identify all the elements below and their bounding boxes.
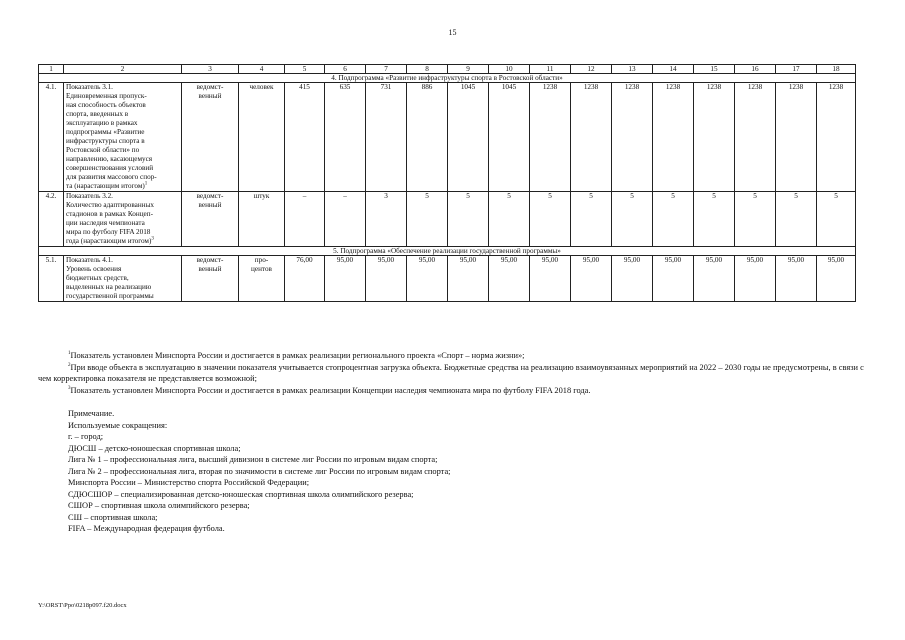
year-value: 5 [612,192,653,247]
year-value: 5 [530,192,571,247]
column-number: 6 [325,65,366,74]
year-value: 95,00 [530,256,571,302]
column-number: 7 [366,65,407,74]
row-number: 4.2. [39,192,64,247]
notes-title: Примечание. [68,409,115,418]
page-number: 15 [448,28,457,37]
footnote-mark: 1 [144,181,148,187]
column-number: 11 [530,65,571,74]
year-value: 95,00 [448,256,489,302]
column-number: 10 [489,65,530,74]
year-value: 5 [407,192,448,247]
section-row [39,247,856,256]
year-value: 1238 [653,83,694,192]
year-value: 1238 [571,83,612,192]
section-row [39,74,856,83]
section-title: 5. Подпрограмма «Обеспечение реализации государственной программы» [39,247,856,256]
year-value: 95,00 [653,256,694,302]
year-value: 95,00 [325,256,366,302]
year-value: 886 [407,83,448,192]
abbreviation-item: СДЮСШОР – специализированная детско-юношеская спортивная школа олимпийского резерва; [68,489,414,499]
notes-subtitle: Используемые сокращения: [68,420,168,430]
column-number: 3 [182,65,239,74]
table-row [39,83,856,192]
table-row [39,192,856,247]
section-title: 4. Подпрограмма «Развитие инфраструктуры спорта в Ростовской области» [39,74,856,83]
column-number: 17 [776,65,817,74]
column-number: 14 [653,65,694,74]
year-value: 3 [366,192,407,247]
year-value: 5 [653,192,694,247]
year-value: 95,00 [571,256,612,302]
row-number: 5.1. [39,256,64,302]
year-value: 5 [489,192,530,247]
indicator-type: ведомст- венный [182,83,239,192]
row-number: 4.1. [39,83,64,192]
year-value: 731 [366,83,407,192]
column-number: 9 [448,65,489,74]
year-value: 95,00 [612,256,653,302]
year-value: 1238 [776,83,817,192]
year-value: 415 [285,83,325,192]
year-value: 5 [735,192,776,247]
footnote-mark: 3 [151,236,154,242]
column-number: 2 [64,65,182,74]
year-value: 95,00 [489,256,530,302]
column-number: 4 [239,65,285,74]
file-path: Y:\ORST\Ppo\0218p097.f20.docx [38,602,127,609]
footnotes [38,350,868,396]
year-value: 95,00 [735,256,776,302]
notes [68,408,848,535]
year-value: 95,00 [694,256,735,302]
indicator-type: ведомст- венный [182,192,239,247]
year-value: 1045 [489,83,530,192]
year-value: 95,00 [407,256,448,302]
abbreviation-item: Лига № 2 – профессиональная лига, вторая по значимости в системе лиг России по игровым видам спорта; [68,466,451,476]
year-value: 76,00 [285,256,325,302]
footnote: $^2$При вводе объекта в эксплуатацию в значении показателя учитывается стопроцентная загрузка объекта. Бюджетные средства на реализацию взаимоувязанных мероприятий на 2022 – 2030 годы не предусмотрены, в связи с чем корректировка показателя не представляется возможной; [38,362,864,383]
table-row [39,256,856,302]
column-number: 1 [39,65,64,74]
year-value: 635 [325,83,366,192]
year-value: 1045 [448,83,489,192]
unit: штук [239,192,285,247]
footnote: $^1$Показатель установлен Минспорта России и достигается в рамках реализации регионального проекта «Спорт – норма жизни»; [68,351,525,360]
abbreviation-item: ДЮСШ – детско-юношеская спортивная школа; [68,443,241,453]
year-value: 5 [694,192,735,247]
year-value: 5 [571,192,612,247]
unit: про- центов [239,256,285,302]
abbreviation-item: СШОР – спортивная школа олимпийского резерва; [68,501,250,510]
year-value: 5 [776,192,817,247]
indicator-name: Показатель 3.2. Количество адаптированных стадионов в рамках Концеп- ции наследия чемпионата мира по футболу FIFA 2018 года (нарастающим итогом)$^3$ [64,192,182,247]
column-number: 18 [817,65,856,74]
year-value: 95,00 [776,256,817,302]
column-number: 16 [735,65,776,74]
indicators-table [38,64,856,302]
year-value: 1238 [735,83,776,192]
abbreviation-item: г. – город; [68,432,104,441]
year-value: – [325,192,366,247]
column-number: 8 [407,65,448,74]
year-value: 95,00 [817,256,856,302]
unit: человек [239,83,285,192]
abbreviation-item: СШ – спортивная школа; [68,512,158,522]
abbreviation-item: Минспорта России – Министерство спорта Российской Федерации; [68,478,310,487]
column-number: 12 [571,65,612,74]
year-value: 5 [448,192,489,247]
year-value: 1238 [612,83,653,192]
year-value: 95,00 [366,256,407,302]
column-number: 13 [612,65,653,74]
year-value: 1238 [530,83,571,192]
footnote: $^3$Показатель установлен Минспорта России и достигается в рамках реализации Концепции наследия чемпионата мира по футболу FIFA 2018 года. [68,385,591,395]
indicator-type: ведомст- венный [182,256,239,302]
year-value: 5 [817,192,856,247]
year-value: – [285,192,325,247]
abbreviation-item: FIFA – Международная федерация футбола. [68,524,225,533]
year-value: 1238 [817,83,856,192]
column-number: 15 [694,65,735,74]
indicator-name: Показатель 3.1. Единовременная пропуск- ная способность объектов спорта, введенных в эксплуатацию в рамках подпрограммы «Развитие инфраструктуры спорта в Ростовской области» по направлению, касающемуся совершенствования условий для развития массового спор- та (нарастающим итогом)$^1$ [64,83,182,192]
column-number: 5 [285,65,325,74]
abbreviation-item: Лига № 1 – профессиональная лига, высший дивизион в системе лиг России по игровым видам спорта; [68,455,438,464]
indicator-name: Показатель 4.1. Уровень освоения бюджетных средств, выделенных на реализацию государственной программы [64,256,182,302]
table-header-row [39,65,856,74]
year-value: 1238 [694,83,735,192]
